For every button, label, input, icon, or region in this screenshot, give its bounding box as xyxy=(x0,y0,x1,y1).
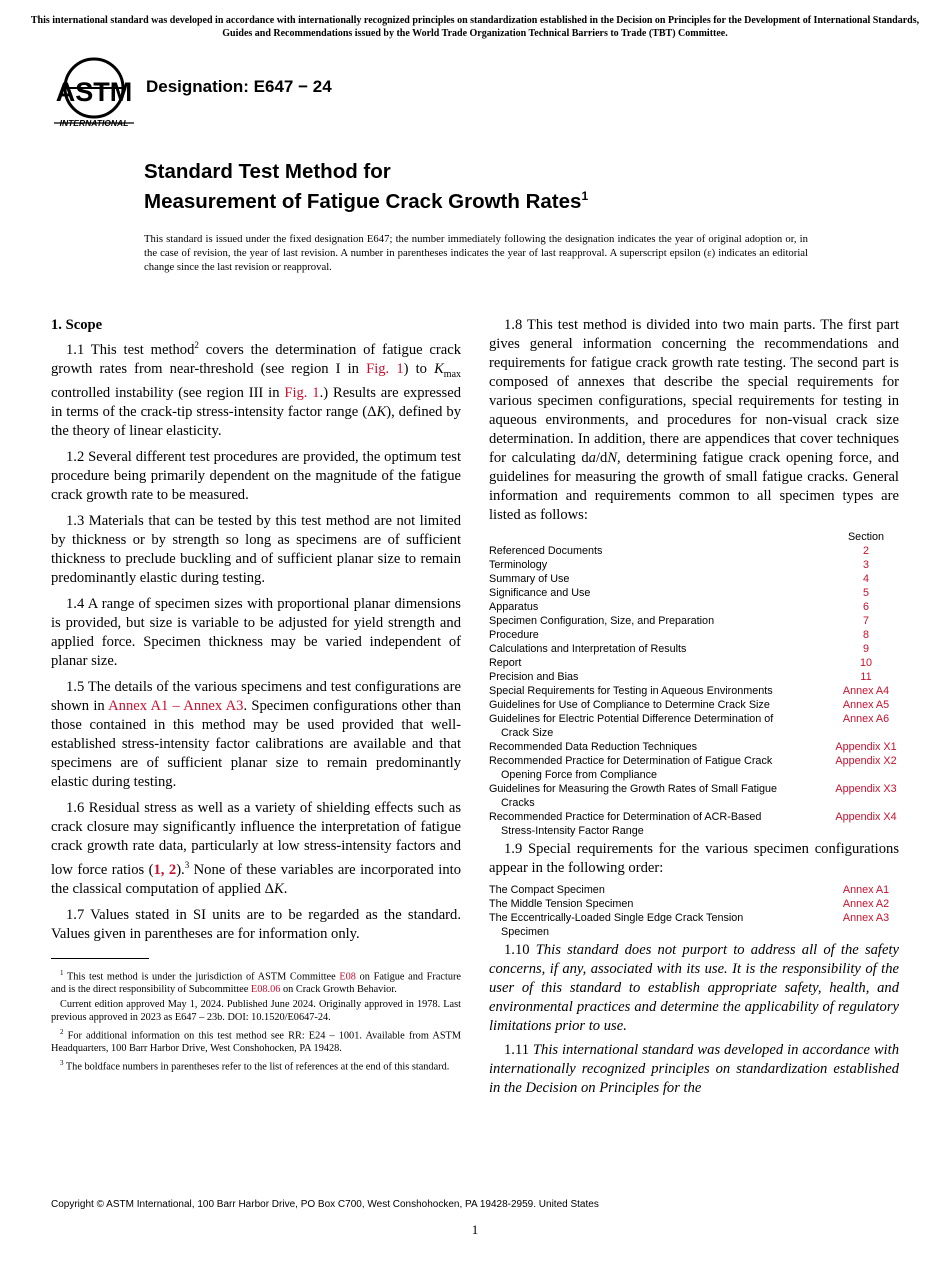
row-title: Terminology xyxy=(489,559,548,571)
paragraph-1-8: 1.8 This test method is divided into two main parts. The first part gives general information concerning the recommendations and requirements for fatigue crack growth rate testing. The second part is composed of annexes that describe the special requirements for various specimen configurations, special requirements for testing in aqueous environments, and procedures for non-visual crack size determination. In addition, there are appendices that cover techniques for calculating da/dN, determining fatigue crack opening force, and guidelines for measuring the growth of small fatigue cracks. General information and requirements common to all specimen types are listed as follows: xyxy=(489,317,899,523)
paragraph-1-4: 1.4 A range of specimen sizes with proportional planar dimensions is provided, but size is variable to be adjusted for yield strength and applied force. Specimen thickness may be varied independent of planar size. xyxy=(51,595,461,669)
document-title xyxy=(144,159,588,214)
astm-logo xyxy=(52,56,136,134)
issued-note: This standard is issued under the fixed designation E647; the number immediately following the designation indicates the year of original adoption or, in the case of revision, the year of last revision. A number in parentheses indicates the year of last reapproval. A superscript epsilon (ε) indicates an editorial change since the last revision or reapproval. xyxy=(144,233,808,273)
row-title: Calculations and Interpretation of Results xyxy=(489,643,687,655)
table-row xyxy=(489,684,899,698)
section-header: Section xyxy=(847,531,884,543)
annex-a1-a3-link[interactable]: Annex A1 – Annex A3 xyxy=(108,697,244,714)
section-table xyxy=(489,530,899,838)
right-column xyxy=(489,316,899,1103)
section-link[interactable]: 9 xyxy=(862,643,869,655)
table-row xyxy=(489,544,899,558)
table-row xyxy=(489,572,899,586)
row-title: Guidelines for Measuring the Growth Rates of Small Fatigue Cracks xyxy=(489,783,778,809)
section-link[interactable]: Annex A5 xyxy=(842,699,890,711)
table-row xyxy=(489,586,899,600)
row-title: Guidelines for Use of Compliance to Determine Crack Size xyxy=(489,699,770,711)
table-row xyxy=(489,600,899,614)
row-title: Precision and Bias xyxy=(489,671,579,683)
row-title: Recommended Data Reduction Techniques xyxy=(489,741,698,753)
svg-text:ASTM: ASTM xyxy=(55,77,133,107)
footnote-1-edition: Current edition approved May 1, 2024. Published June 2024. Originally approved in 1978. Last previous approved in 2023 as E647 – 23b. DOI: 10.1520/E0647-24. xyxy=(51,999,461,1024)
paragraph-1-7: 1.7 Values stated in SI units are to be regarded as the standard. Values given in parentheses are for information only. xyxy=(51,906,461,942)
row-title: Procedure xyxy=(489,629,539,641)
table-row xyxy=(489,754,899,782)
row-title: The Middle Tension Specimen xyxy=(489,898,634,910)
section-link[interactable]: Annex A6 xyxy=(842,713,890,725)
section-link[interactable]: 11 xyxy=(860,671,872,683)
table-row xyxy=(489,810,899,838)
table-row xyxy=(489,642,899,656)
row-title: The Eccentrically-Loaded Single Edge Crack Tension Specimen xyxy=(489,912,744,938)
table-row xyxy=(489,656,899,670)
section-link[interactable]: 3 xyxy=(862,559,869,571)
e08-link[interactable]: E08 xyxy=(339,971,356,983)
table-row xyxy=(489,897,899,911)
section-link[interactable]: 7 xyxy=(862,615,869,627)
row-title: Referenced Documents xyxy=(489,545,603,557)
row-title: Report xyxy=(489,657,522,669)
title-line-1: Standard Test Method for xyxy=(144,160,391,183)
specimen-table xyxy=(489,883,899,939)
paragraph-1-10: 1.10 This standard does not purport to address all of the safety concerns, if any, associated with its use. It is the responsibility of the user of this standard to establish appropriate safety, health, and environmental practices and determine the applicability of regulatory limitations prior to use. xyxy=(489,942,899,1034)
section-link[interactable]: Annex A2 xyxy=(842,898,890,910)
section-link[interactable]: 10 xyxy=(859,657,872,669)
paragraph-1-2: 1.2 Several different test procedures are provided, the optimum test procedure being primarily dependent on the magnitude of the fatigue crack growth rate to be measured. xyxy=(51,448,461,503)
section-link[interactable]: 4 xyxy=(862,573,869,585)
table-row xyxy=(489,911,899,939)
left-column xyxy=(51,316,461,1076)
table-row xyxy=(489,740,899,754)
table-row xyxy=(489,614,899,628)
paragraph-1-5: 1.5 The details of the various specimens and test configurations are shown in Annex A1 – Annex A3. Specimen configurations other than those contained in this method may be used provided that well-established stress-intensity factor calibrations are available and that specimens are of sufficient planar size to remain predominantly elastic during testing. xyxy=(51,678,462,790)
footnote-2: $^2$ For additional information on this test method see RR: E24 – 1001. Available from ASTM Headquarters, 100 Barr Harbor Drive, West Conshohocken, PA 19428. xyxy=(51,1028,461,1055)
row-title: Significance and Use xyxy=(489,587,591,599)
section-link[interactable]: 6 xyxy=(862,601,869,613)
table-row xyxy=(489,712,899,740)
row-title: Guidelines for Electric Potential Difference Determination of Crack Size xyxy=(489,713,774,739)
title-line-2: Measurement of Fatigue Crack Growth Rates xyxy=(144,189,582,213)
fig-1-link-2[interactable]: Fig. 1 xyxy=(284,384,320,401)
table-row xyxy=(489,698,899,712)
scope-heading: 1. Scope xyxy=(51,317,103,333)
table-row xyxy=(489,670,899,684)
footnote-3: $^3$ The boldface numbers in parentheses refer to the list of references at the end of this standard. xyxy=(60,1059,450,1073)
ref-1-link[interactable]: 1, xyxy=(153,861,165,878)
row-title: Recommended Practice for Determination of ACR-Based Stress-Intensity Factor Range xyxy=(489,811,762,837)
section-link[interactable]: Appendix X2 xyxy=(835,755,897,767)
table-row xyxy=(489,628,899,642)
row-title: Apparatus xyxy=(489,601,539,613)
section-link[interactable]: Appendix X4 xyxy=(835,811,897,823)
section-link[interactable]: Appendix X3 xyxy=(835,783,897,795)
copyright-footer: Copyright © ASTM International, 100 Barr Harbor Drive, PO Box C700, West Conshohocken, PA 19428-2959. United States xyxy=(51,1199,599,1210)
e08-06-link[interactable]: E08.06 xyxy=(250,984,281,996)
row-title: Summary of Use xyxy=(489,573,570,585)
paragraph-1-11: 1.11 This international standard was developed in accordance with internationally recognized principles on standardization established in the Decision on Principles for the xyxy=(489,1042,899,1096)
row-title: The Compact Specimen xyxy=(489,884,605,896)
page-number: 1 xyxy=(471,1222,479,1237)
paragraph-1-3: 1.3 Materials that can be tested by this test method are not limited by thickness or by strength so long as specimens are of sufficient thickness to preclude buckling and of sufficient planar size to remain predominantly elastic during testing. xyxy=(51,512,461,586)
row-title: Special Requirements for Testing in Aqueous Environments xyxy=(489,685,773,697)
table-row xyxy=(489,782,899,810)
section-link[interactable]: 5 xyxy=(862,587,869,599)
ref-2-link[interactable]: 2 xyxy=(168,861,177,878)
row-title: Specimen Configuration, Size, and Preparation xyxy=(489,615,715,627)
table-row xyxy=(489,558,899,572)
row-title: Recommended Practice for Determination of Fatigue Crack Opening Force from Compliance xyxy=(489,755,773,781)
section-link[interactable]: Annex A4 xyxy=(842,685,890,697)
paragraph-1-6: 1.6 Residual stress as well as a variety of shielding effects such as crack closure may significantly influence the interpretation of fatigue crack growth rate data, particularly at low stress-intensity factors and low force ratios (1, 2).$^3$ None of these variables are incorporated into the classical computation of applied ΔK. xyxy=(51,799,462,897)
fig-1-link[interactable]: Fig. 1 xyxy=(366,360,404,377)
section-link[interactable]: Annex A1 xyxy=(842,884,890,896)
title-footnote-mark: 1 xyxy=(581,189,589,203)
paragraph-1-1: 1.1 This test method$^2$ covers the determination of fatigue crack growth rates from near-threshold (see region I in Fig. 1) to $K_{max}$ controlled instability (see region III in Fig. 1.) Results are expressed in terms of the crack-tip stress-intensity factor range (ΔK), defined by the theory of linear elasticity. xyxy=(51,340,462,439)
footnote-1: $^1$ This test method is under the jurisdiction of ASTM Committee E08 on Fatigue and Fracture and is the direct responsibility of Subcommittee E08.06 on Crack Growth Behavior. xyxy=(51,968,461,996)
paragraph-1-9: 1.9 Special requirements for the various specimen configurations appear in the following order: xyxy=(489,841,899,876)
section-link[interactable]: 2 xyxy=(862,545,869,557)
footnote-rule xyxy=(51,958,149,959)
tbt-notice: This international standard was developed in accordance with internationally recognized principles on standardization established in the Decision on Principles for the Development of International Standards, Guides and Recommendations issued by the World Trade Organization Technical Barriers to Trade (TBT) Committee. xyxy=(30,15,920,39)
section-link[interactable]: 8 xyxy=(862,629,869,641)
designation: Designation: E647 − 24 xyxy=(146,77,332,96)
table-row xyxy=(489,883,899,897)
logo-label: INTERNATIONAL xyxy=(59,118,129,128)
section-link[interactable]: Annex A3 xyxy=(842,912,890,924)
section-link[interactable]: Appendix X1 xyxy=(835,741,897,753)
